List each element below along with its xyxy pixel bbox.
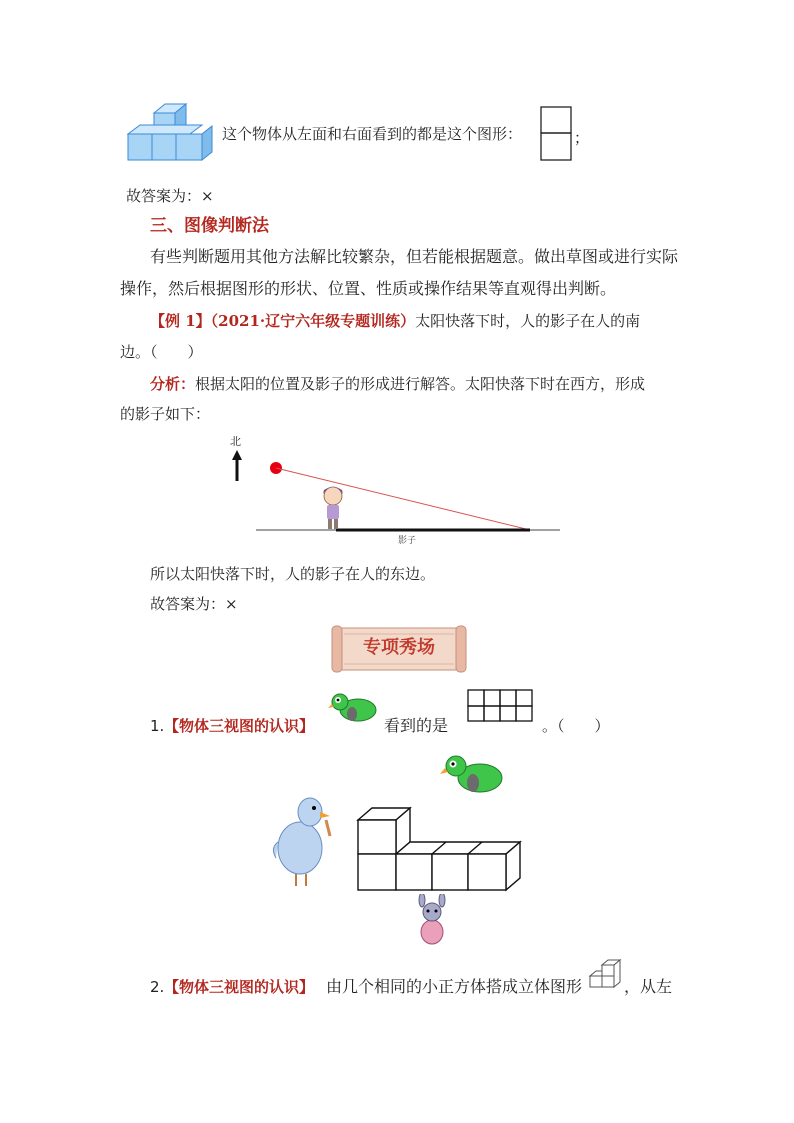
answer-text-1: 故答案为：× [126, 187, 214, 205]
two-square-figure [540, 106, 572, 162]
banner-title: 专项秀场 [363, 637, 435, 658]
conclusion-text: 所以太阳快落下时，人的影子在人的东边。 [150, 565, 436, 583]
analysis-line-1: 根据太阳的位置及影子的形成进行解答。太阳快落下时在西方，形成 [195, 375, 646, 393]
q1-tag: 【物体三视图的认识】 [164, 717, 315, 735]
q2-cube-figure [588, 958, 624, 990]
statement-text: 这个物体从左面和右面看到的都是这个图形： [222, 125, 523, 143]
paragraph-line-2: 操作，然后根据图形的形状、位置、性质或操作结果等直观得出判断。 [120, 279, 617, 298]
blue-bird-icon [270, 792, 340, 888]
q1-number: 1. [150, 717, 165, 735]
statement-end: ； [574, 129, 590, 147]
q1-text: 看到的是 [384, 716, 449, 735]
cube-structure [356, 802, 526, 896]
green-bird-icon [328, 690, 380, 726]
q1-illustration [270, 752, 520, 952]
analysis-line-2: 的影子如下： [120, 405, 211, 423]
q1-end: 。（ ） [542, 717, 610, 735]
q2-text: 由几个相同的小正方体搭成立体图形 [326, 977, 583, 996]
paragraph-line-1: 有些判断题用其他方法解比较繁杂，但若能根据题意。做出草图或进行实际 [150, 247, 679, 266]
example-text-1: 太阳快落下时，人的影子在人的南 [415, 312, 641, 330]
rabbit-icon [412, 894, 452, 948]
answer-text-2: 故答案为：× [150, 595, 238, 613]
q2-number: 2. [150, 978, 165, 996]
q1-view-figure [466, 688, 536, 724]
analysis-label: 分析： [150, 375, 196, 393]
green-bird-top-icon [440, 752, 508, 800]
blue-cubes-figure [126, 102, 216, 164]
q2-end: ，从左 [624, 977, 673, 996]
example-tag: 【例 1】（2021·辽宁六年级专题训练） [150, 312, 416, 330]
shadow-label: 影子 [398, 536, 417, 546]
section-banner [330, 624, 468, 674]
diagram-lines [256, 432, 566, 542]
north-label: 北 [230, 435, 241, 448]
person-icon [323, 487, 343, 529]
q2-tag: 【物体三视图的认识】 [164, 978, 315, 996]
section-heading: 三、图像判断法 [150, 216, 269, 236]
sun-shadow-diagram [230, 432, 566, 552]
example-text-2: 边。（ ） [120, 343, 203, 361]
north-arrow-icon [230, 448, 244, 482]
